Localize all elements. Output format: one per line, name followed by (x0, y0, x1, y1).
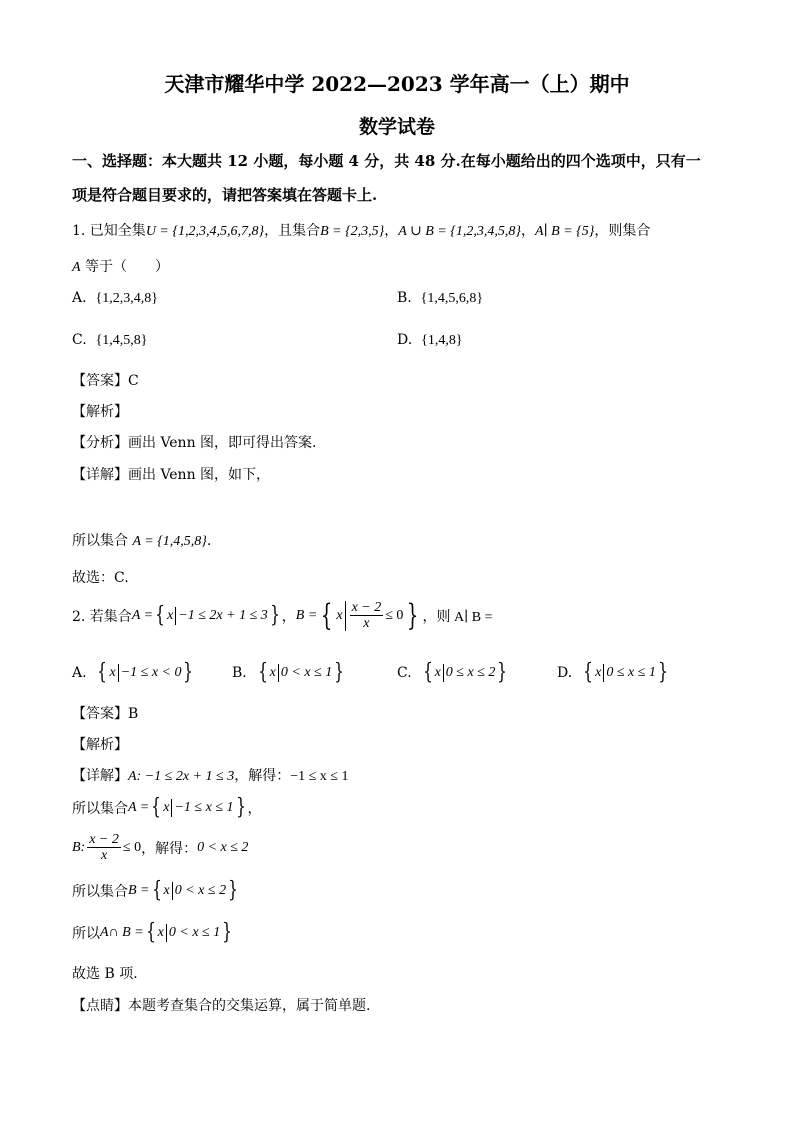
step-mid: ，解得： (141, 840, 198, 857)
xiangjie-result: −1 ≤ x ≤ 1 (290, 769, 349, 784)
q2-B-fraction (350, 600, 384, 631)
left-brace: { (151, 878, 162, 903)
step-cond: ≤ 0 (122, 839, 142, 855)
set-bar (166, 924, 167, 942)
option-label: A. (72, 290, 87, 306)
left-brace: { (257, 660, 268, 685)
option-value: {1,4,5,8} (95, 333, 148, 348)
fraction-denominator: x (100, 848, 108, 863)
q2-A-lhs: A = (131, 607, 154, 623)
fraction-denominator: x (363, 616, 370, 631)
q1-sep2: ， (521, 223, 536, 239)
fenxi-text: 画出 Venn 图，即可得出答案. (128, 435, 317, 451)
q1-xiangjie (72, 464, 270, 484)
set-bar (175, 607, 176, 625)
q1-option-a (72, 290, 158, 307)
q1-universal-set: U = {1,2,3,4,5,6,7,8} (145, 224, 265, 239)
q1-var-A: A (72, 260, 81, 275)
q1-stem-line1 (72, 220, 650, 240)
set-bar (443, 664, 444, 682)
q2-A-x: x (167, 607, 174, 623)
q2-A-cond: −1 ≤ 2x + 1 ≤ 3 (178, 607, 268, 623)
option-x: x (269, 665, 276, 680)
answer-value: C (128, 373, 139, 389)
q2-B-lhs: B = (295, 607, 318, 623)
right-brace: } (222, 920, 233, 945)
q1-union: A ∪ B = {1,2,3,4,5,8} (398, 224, 522, 239)
step-x: x (157, 925, 164, 940)
q2-option-c (397, 662, 509, 684)
page-subtitle: 数学试卷 (358, 116, 435, 138)
step-prefix: 所以集合 (72, 884, 128, 900)
step-cond: 0 < x ≤ 2 (174, 883, 227, 898)
q1-intersection: A∣ B = {5} (535, 224, 595, 239)
q2-B-x: x (336, 607, 343, 623)
option-value: {1,4,5,6,8} (420, 291, 484, 306)
right-brace: } (228, 878, 238, 903)
left-brace: { (321, 597, 333, 633)
q2-sep: ， (281, 608, 296, 625)
option-label: B. (397, 290, 412, 306)
right-brace: } (407, 597, 419, 633)
q2-option-a (72, 662, 195, 684)
answer-tag: 【答案】 (72, 373, 128, 389)
result-prefix: 所以集合 (72, 533, 133, 549)
xiangjie-tag: 【详解】 (72, 768, 128, 784)
q1-tail: ，则集合 (594, 223, 651, 239)
left-brace: { (145, 920, 156, 945)
set-bar (172, 882, 173, 900)
q1-option-d (397, 332, 463, 349)
right-brace: } (183, 660, 194, 685)
option-cond: 0 ≤ x ≤ 2 (445, 665, 496, 680)
set-bar (278, 664, 279, 682)
fraction-numerator: x − 2 (351, 600, 382, 615)
option-value: {1,2,3,4,8} (95, 291, 158, 306)
option-cond: 0 ≤ x ≤ 1 (606, 665, 656, 680)
step-lhs: A∩ B = (100, 925, 144, 940)
step-x: x (163, 883, 170, 898)
step-prefix: 所以 (72, 926, 100, 942)
q2-step-A (72, 797, 262, 819)
xiangjie-math: A: −1 ≤ 2x + 1 ≤ 3 (128, 769, 235, 784)
q1-fenxi (72, 432, 317, 452)
result-suffix: . (206, 533, 212, 549)
step-prefix: 所以集合 (72, 801, 128, 817)
fraction-numerator: x − 2 (89, 832, 119, 847)
q1-analysis-tag: 【解析】 (72, 404, 128, 420)
set-bar (118, 664, 119, 682)
q2-analysis-tag: 【解析】 (72, 737, 128, 753)
q2-option-d (557, 662, 670, 684)
xiangjie-mid: ，解得： (234, 768, 291, 784)
q2-step-B (72, 832, 248, 863)
section-heading-line2: 项是符合题目要求的，请把答案填在答题卡上. (72, 186, 378, 204)
option-cond: 0 < x ≤ 1 (280, 665, 333, 680)
option-label: D. (397, 332, 413, 348)
option-x: x (434, 665, 441, 680)
step-fraction (87, 832, 121, 863)
step-cond: −1 ≤ x ≤ 1 (174, 800, 234, 815)
option-cond: −1 ≤ x < 0 (120, 665, 182, 680)
q1-answer (72, 370, 139, 390)
right-brace: } (497, 660, 508, 685)
fenxi-tag: 【分析】 (72, 435, 128, 451)
q2-tail: ，则 A∣ B = (422, 609, 493, 625)
q2-xiangjie (72, 765, 348, 785)
q2-stem (72, 597, 493, 633)
right-brace: } (269, 602, 280, 628)
step-lhs: A = (128, 800, 150, 815)
option-label: C. (72, 332, 87, 348)
page-title: 天津市耀华中学 2022—2023 学年高一（上）期中 (164, 72, 630, 96)
result-math: A = {1,4,5,8} (132, 534, 207, 549)
dianjing-text: 本题考查集合的交集运算，属于简单题. (128, 998, 371, 1014)
set-bar (171, 799, 172, 817)
right-brace: } (334, 660, 345, 685)
q2-step-intersection (72, 922, 234, 944)
option-x: x (595, 665, 602, 680)
option-label: D. (557, 665, 573, 681)
q1-stem-line2 (72, 256, 169, 276)
answer-tag: 【答案】 (72, 706, 128, 722)
q1-text-b: ，且集合 (264, 223, 321, 239)
q1-choose: 故选：C. (72, 570, 129, 586)
q1-sep1: ， (384, 223, 399, 239)
q1-option-b (397, 290, 483, 307)
option-label: B. (232, 665, 247, 681)
q2-choose: 故选 B 项. (72, 966, 138, 982)
step-suffix: ， (247, 801, 262, 817)
step-prefix: B: (72, 839, 86, 855)
q2-B-cond: ≤ 0 (385, 607, 404, 623)
left-brace: { (583, 660, 593, 685)
left-brace: { (422, 660, 433, 685)
q2-label: 2. 若集合 (72, 608, 132, 625)
left-brace: { (155, 602, 165, 628)
step-cond: 0 < x ≤ 1 (168, 925, 221, 940)
right-brace: } (235, 795, 246, 820)
left-brace: { (151, 795, 162, 820)
set-bar (345, 601, 346, 631)
q1-stem-end: 等于（ ） (80, 259, 170, 275)
q1-label: 1. 已知全集 (72, 223, 146, 239)
answer-value: B (128, 706, 139, 722)
q2-option-b (232, 662, 346, 684)
q2-step-B-set (72, 880, 240, 902)
option-label: A. (72, 665, 87, 681)
left-brace: { (97, 660, 108, 685)
step-x: x (163, 800, 170, 815)
option-value: {1,4,8} (421, 333, 463, 348)
step-result: 0 < x ≤ 2 (197, 839, 249, 855)
dianjing-tag: 【点睛】 (72, 998, 128, 1014)
q2-answer (72, 703, 138, 723)
q1-set-B: B = {2,3,5} (320, 224, 385, 239)
q1-result (72, 530, 211, 550)
option-x: x (109, 665, 116, 680)
xiangjie-text: 画出 Venn 图，如下， (128, 467, 271, 483)
set-bar (603, 664, 604, 682)
option-label: C. (397, 665, 412, 681)
q1-option-c (72, 332, 148, 349)
right-brace: } (658, 660, 668, 685)
xiangjie-tag: 【详解】 (72, 467, 128, 483)
step-lhs: B = (128, 883, 150, 898)
q2-dianjing (72, 995, 370, 1015)
section-heading-line1: 一、选择题：本大题共 12 小题，每小题 4 分，共 48 分.在每小题给出的四个选项中，只有一 (72, 152, 701, 170)
